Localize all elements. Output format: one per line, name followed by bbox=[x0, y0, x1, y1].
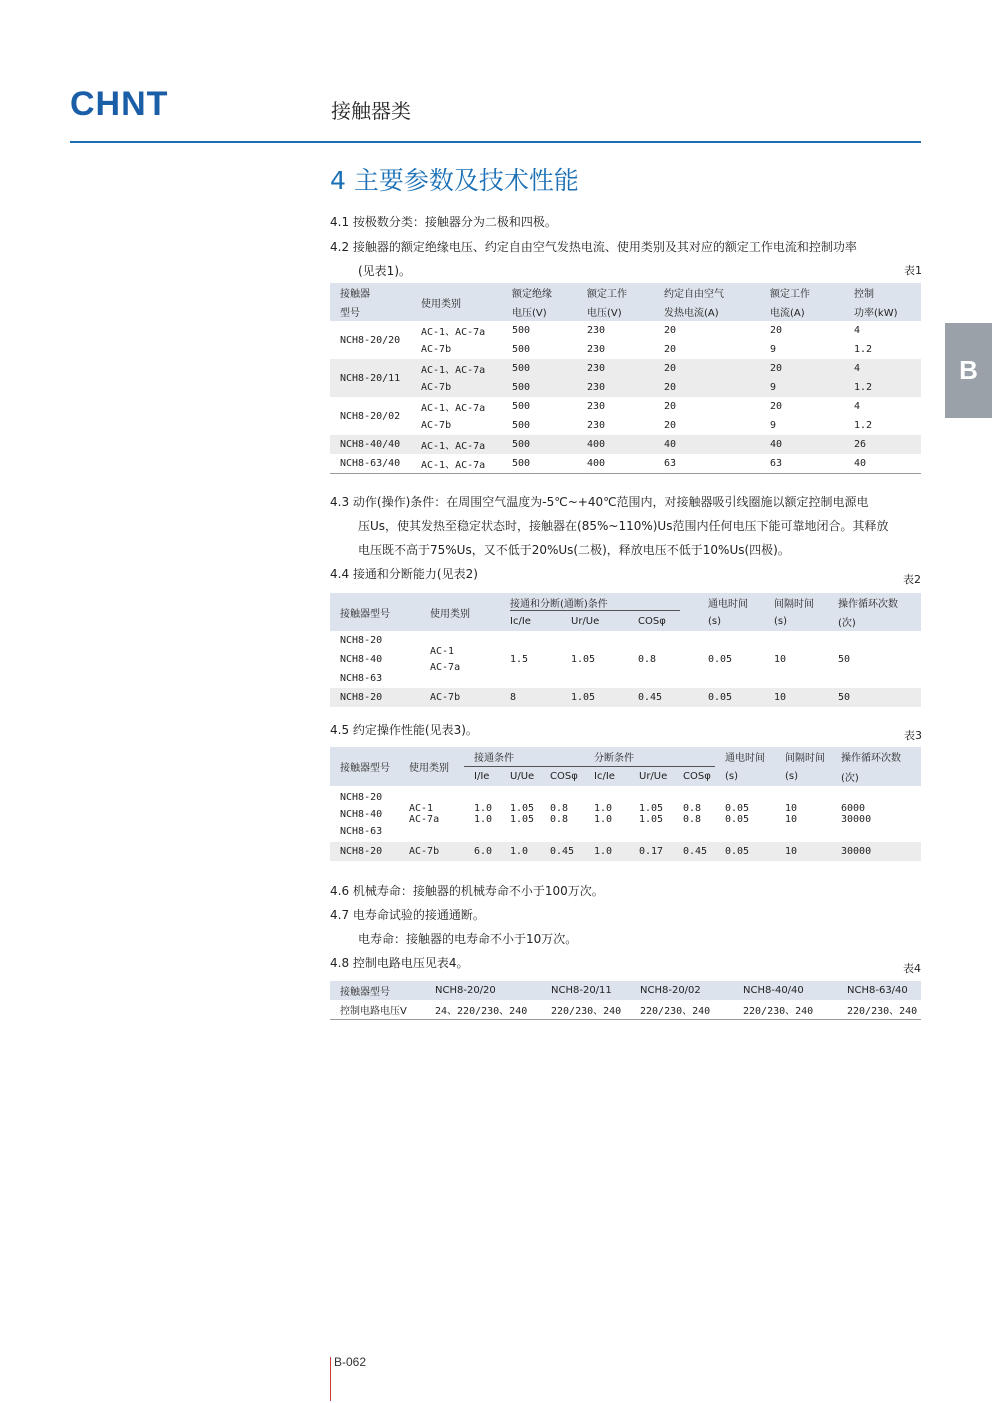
table-cell: 500 bbox=[512, 344, 531, 355]
table3-header-i: I/Ie bbox=[464, 767, 500, 787]
table-cell: 1.0 bbox=[594, 803, 613, 814]
table3-header-cos2: COSφ bbox=[673, 767, 715, 787]
table-cell: 10 bbox=[775, 842, 831, 861]
table3-header-on: 通电时间 bbox=[715, 747, 775, 767]
table-cell: 8 bbox=[500, 688, 561, 707]
table3-header-interval: 间隔时间 bbox=[775, 747, 831, 767]
table-cell: 500 bbox=[502, 454, 577, 474]
table1-header-power: 控制 bbox=[844, 283, 921, 302]
table2-header-group-label: 接通和分断(通断)条件 bbox=[510, 595, 680, 611]
table-cell: 220/230、240 bbox=[733, 1000, 837, 1020]
paragraph-4-3: 4.3 动作(操作)条件：在周围空气温度为-5℃~+40℃范围内，对接触器吸引线圈施以额定控制电源电 bbox=[330, 495, 869, 509]
table2-header-model: 接触器型号 bbox=[330, 593, 420, 631]
table-cell: 230 bbox=[587, 344, 606, 355]
table-cell: 1.0 bbox=[584, 842, 629, 861]
table3-header-u: U/Ue bbox=[500, 767, 540, 787]
table-cell: 1.05 bbox=[639, 814, 664, 825]
table4-header-col: NCH8-20/02 bbox=[630, 981, 733, 1000]
page-number: B-062 bbox=[334, 1355, 367, 1369]
table-cell: AC-1、AC-7a bbox=[411, 435, 502, 454]
table3-header-interval-unit: (s) bbox=[775, 767, 831, 787]
table-cell: 230 bbox=[587, 325, 606, 336]
table-cell: 50 bbox=[828, 688, 921, 707]
table-cell: 0.8 bbox=[550, 803, 569, 814]
table4-header-col: NCH8-20/20 bbox=[425, 981, 541, 1000]
table4-label: 表4 bbox=[903, 962, 921, 975]
table-cell: NCH8-20 bbox=[340, 635, 383, 646]
table3-header-category: 使用类别 bbox=[399, 747, 464, 786]
table-cell: 1.05 bbox=[639, 803, 664, 814]
table2-header-cos: COSφ bbox=[628, 612, 698, 631]
paragraph-4-6: 4.6 机械寿命：接触器的机械寿命不小于100万次。 bbox=[330, 884, 604, 898]
table4-header-col: NCH8-63/40 bbox=[837, 981, 921, 1000]
table2-label: 表2 bbox=[903, 573, 921, 586]
brand-logo: CHNT bbox=[70, 85, 169, 123]
table-cell: 50 bbox=[838, 654, 851, 665]
table-cell: 0.05 bbox=[725, 803, 750, 814]
paragraph-4-4: 4.4 接通和分断能力(见表2) bbox=[330, 567, 478, 581]
table-cell: 20 bbox=[664, 344, 677, 355]
paragraph-4-5: 4.5 约定操作性能(见表3)。 bbox=[330, 723, 478, 737]
table-cell: NCH8-20/20 bbox=[340, 334, 401, 346]
table2-header-cycles-unit: (次) bbox=[828, 612, 921, 631]
paragraph-4-2-cont: (见表1)。 bbox=[358, 264, 411, 278]
table-cell: 1.05 bbox=[510, 814, 535, 825]
table-cell: 20 bbox=[760, 359, 844, 378]
table2 bbox=[330, 593, 921, 707]
table-cell: 230 bbox=[587, 420, 606, 431]
table-cell: 0.8 bbox=[683, 814, 702, 825]
table-cell: 20 bbox=[770, 401, 783, 412]
table-cell: 20 bbox=[654, 378, 760, 397]
table-cell: 4 bbox=[854, 401, 861, 412]
table-cell: 1.05 bbox=[561, 688, 628, 707]
table-cell: 500 bbox=[502, 359, 577, 378]
table2-header-cycles: 操作循环次数 bbox=[828, 593, 921, 612]
table-cell: 0.05 bbox=[715, 842, 775, 861]
table-cell: 4 bbox=[844, 359, 921, 378]
table-cell: AC-7a bbox=[409, 814, 440, 825]
table-cell: 1.0 bbox=[594, 814, 613, 825]
table4 bbox=[330, 981, 921, 1020]
table-cell: 9 bbox=[770, 344, 777, 355]
table-cell: 0.45 bbox=[628, 688, 698, 707]
table1-header-ue: 额定工作 bbox=[577, 283, 654, 302]
table-cell: 400 bbox=[577, 454, 654, 474]
table-cell: 9 bbox=[760, 378, 844, 397]
table-cell: 1.2 bbox=[844, 378, 921, 397]
table1-header-model-2: 型号 bbox=[330, 302, 411, 321]
table-cell: 10 bbox=[764, 688, 828, 707]
table2-header-on-unit: (s) bbox=[698, 612, 764, 631]
table3-header-ic: Ic/Ie bbox=[584, 767, 629, 787]
table2-header-group bbox=[500, 593, 698, 612]
table-cell: 20 bbox=[654, 359, 760, 378]
table3-header-make: 接通条件 bbox=[464, 747, 584, 767]
paragraph-4-3-line2: 压Us，使其发热至稳定状态时，接触器在(85%~110%)Us范围内任何电压下能可靠地闭合。其释放 bbox=[358, 519, 889, 533]
table2-header-ur: Ur/Ue bbox=[561, 612, 628, 631]
table-cell: 1.0 bbox=[500, 842, 540, 861]
table-cell: 1.05 bbox=[510, 803, 535, 814]
table3-model-20: NCH8-20 bbox=[340, 791, 383, 803]
table3-header-cycles-unit: (次) bbox=[831, 767, 921, 787]
section-title: 4 主要参数及技术性能 bbox=[330, 166, 579, 195]
table-cell: 400 bbox=[577, 435, 654, 454]
table2-header-interval: 间隔时间 bbox=[764, 593, 828, 612]
table-cell: 220/230、240 bbox=[837, 1000, 921, 1020]
table2-header-category: 使用类别 bbox=[420, 593, 500, 631]
table-cell: 24、220/230、240 bbox=[425, 1000, 541, 1020]
table-cell: 0.05 bbox=[725, 814, 750, 825]
table3-header-break: 分断条件 bbox=[584, 747, 715, 767]
table-cell: 500 bbox=[512, 420, 531, 431]
table-cell: AC-1、AC-7a bbox=[421, 403, 486, 414]
table-cell: NCH8-20 bbox=[330, 688, 420, 707]
paragraph-4-2: 4.2 接触器的额定绝缘电压、约定自由空气发热电流、使用类别及其对应的额定工作电流和控制功率 bbox=[330, 240, 857, 254]
table-cell: 20 bbox=[770, 325, 783, 336]
table3-header-ur: Ur/Ue bbox=[629, 767, 673, 787]
page-category-title: 接触器类 bbox=[331, 99, 411, 123]
table3-model-40: NCH8-40 bbox=[340, 808, 383, 820]
table1-header-ie: 额定工作 bbox=[760, 283, 844, 302]
table3-label: 表3 bbox=[904, 729, 922, 742]
table-cell: 500 bbox=[512, 401, 531, 412]
table2-cat-ac7a: AC-7a bbox=[430, 662, 461, 673]
table3-model-63: NCH8-63 bbox=[340, 825, 383, 837]
table-cell: 220/230、240 bbox=[630, 1000, 733, 1020]
table-cell: 230 bbox=[577, 378, 654, 397]
table-cell: 40 bbox=[844, 454, 921, 474]
table-cell: 40 bbox=[654, 435, 760, 454]
table-cell: NCH8-40 bbox=[340, 654, 383, 665]
table-cell: AC-1、AC-7a bbox=[421, 327, 486, 338]
table-cell: 0.8 bbox=[638, 654, 657, 665]
table2-header-on: 通电时间 bbox=[698, 593, 764, 612]
table-cell: AC-7b bbox=[421, 344, 452, 355]
table4-header-col: NCH8-40/40 bbox=[733, 981, 837, 1000]
table-cell: 500 bbox=[502, 435, 577, 454]
table2-header-interval-unit: (s) bbox=[764, 612, 828, 631]
table-cell: 30000 bbox=[831, 842, 921, 861]
table3 bbox=[330, 747, 921, 861]
paragraph-4-3-line3: 电压既不高于75%Us，又不低于20%Us(二极)，释放电压不低于10%Us(四极)。 bbox=[358, 543, 790, 557]
table-cell: 220/230、240 bbox=[541, 1000, 630, 1020]
table-cell: 0.45 bbox=[540, 842, 584, 861]
paragraph-4-8: 4.8 控制电路电压见表4。 bbox=[330, 956, 469, 970]
table-cell: NCH8-20/02 bbox=[340, 410, 401, 422]
table-cell: 0.17 bbox=[629, 842, 673, 861]
table-cell: 9 bbox=[770, 420, 777, 431]
table-cell: 20 bbox=[664, 420, 677, 431]
table1-header-ith-unit: 发热电流(A) bbox=[654, 302, 760, 321]
table-cell: 0.05 bbox=[698, 688, 764, 707]
table-cell: 6000 bbox=[841, 803, 866, 814]
table-cell: 20 bbox=[664, 325, 677, 336]
table-cell: 1.5 bbox=[510, 654, 529, 665]
table2-header-ic: Ic/Ie bbox=[500, 612, 561, 631]
table-cell: 10 bbox=[774, 654, 787, 665]
table-cell: 0.45 bbox=[673, 842, 715, 861]
table-cell bbox=[330, 786, 399, 842]
table-cell: 500 bbox=[512, 325, 531, 336]
table-cell: 0.8 bbox=[550, 814, 569, 825]
table1-header-power-unit: 功率(kW) bbox=[844, 302, 921, 321]
table1-label: 表1 bbox=[904, 264, 922, 277]
table-cell: NCH8-20 bbox=[330, 842, 399, 861]
table1-header-ie-unit: 电流(A) bbox=[760, 302, 844, 321]
table-cell: AC-7b bbox=[399, 842, 464, 861]
table-cell: AC-7b bbox=[411, 378, 502, 397]
table3-header-cycles: 操作循环次数 bbox=[831, 747, 921, 767]
table-cell: 4 bbox=[854, 325, 861, 336]
table1-header-ith: 约定自由空气 bbox=[654, 283, 760, 302]
table1-header-category: 使用类别 bbox=[411, 283, 502, 321]
table3-header-model: 接触器型号 bbox=[330, 747, 399, 786]
table-cell: 0.8 bbox=[683, 803, 702, 814]
table-cell: 10 bbox=[785, 803, 798, 814]
table1-header-ue-unit: 电压(V) bbox=[577, 302, 654, 321]
table-cell: 1.05 bbox=[571, 654, 596, 665]
section-tab[interactable]: B bbox=[945, 323, 992, 418]
table-cell: AC-1、AC-7a bbox=[411, 454, 502, 474]
table-cell bbox=[420, 631, 500, 688]
table-cell: NCH8-40/40 bbox=[330, 435, 411, 454]
footer-accent-bar bbox=[330, 1357, 331, 1401]
table-cell: 500 bbox=[502, 378, 577, 397]
table-cell: 63 bbox=[760, 454, 844, 474]
paragraph-4-7: 4.7 电寿命试验的接通通断。 bbox=[330, 908, 485, 922]
table-cell: 230 bbox=[577, 359, 654, 378]
table1-header-ui: 额定绝缘 bbox=[502, 283, 577, 302]
table-cell: AC-1、AC-7a bbox=[411, 359, 502, 378]
table1-header-ui-unit: 电压(V) bbox=[502, 302, 577, 321]
table1-header-model: 接触器 bbox=[330, 283, 411, 302]
table-cell: 40 bbox=[760, 435, 844, 454]
table-cell: AC-7b bbox=[420, 688, 500, 707]
table-cell: 1.0 bbox=[474, 803, 493, 814]
header-divider bbox=[70, 141, 921, 143]
table-cell: 20 bbox=[664, 401, 677, 412]
table3-header-cos: COSφ bbox=[540, 767, 584, 787]
table-cell: 控制电路电压V bbox=[330, 1000, 425, 1020]
paragraph-4-7-cont: 电寿命：接触器的电寿命不小于10万次。 bbox=[358, 932, 578, 946]
table2-cat-ac1: AC-1 bbox=[430, 646, 455, 657]
table4-header-col: NCH8-20/11 bbox=[541, 981, 630, 1000]
table-cell: 63 bbox=[654, 454, 760, 474]
table4-header-model: 接触器型号 bbox=[330, 981, 425, 1000]
table-cell: AC-1 bbox=[409, 803, 434, 814]
table-cell: 230 bbox=[587, 401, 606, 412]
table-cell: 1.2 bbox=[854, 344, 873, 355]
table1 bbox=[330, 283, 921, 474]
table3-header-on-unit: (s) bbox=[715, 767, 775, 787]
table-cell: 6.0 bbox=[464, 842, 500, 861]
table-cell: NCH8-63 bbox=[340, 673, 383, 684]
table-cell: NCH8-63/40 bbox=[330, 454, 411, 474]
table-cell: 1.2 bbox=[854, 420, 873, 431]
table-cell: 30000 bbox=[841, 814, 872, 825]
table-cell: 0.05 bbox=[708, 654, 733, 665]
table-cell: 26 bbox=[844, 435, 921, 454]
table-cell: 10 bbox=[785, 814, 798, 825]
table-cell: 1.0 bbox=[474, 814, 493, 825]
table-cell: NCH8-20/11 bbox=[330, 359, 411, 397]
table-cell: AC-7b bbox=[421, 420, 452, 431]
paragraph-4-1: 4.1 按极数分类：接触器分为二极和四极。 bbox=[330, 215, 557, 229]
